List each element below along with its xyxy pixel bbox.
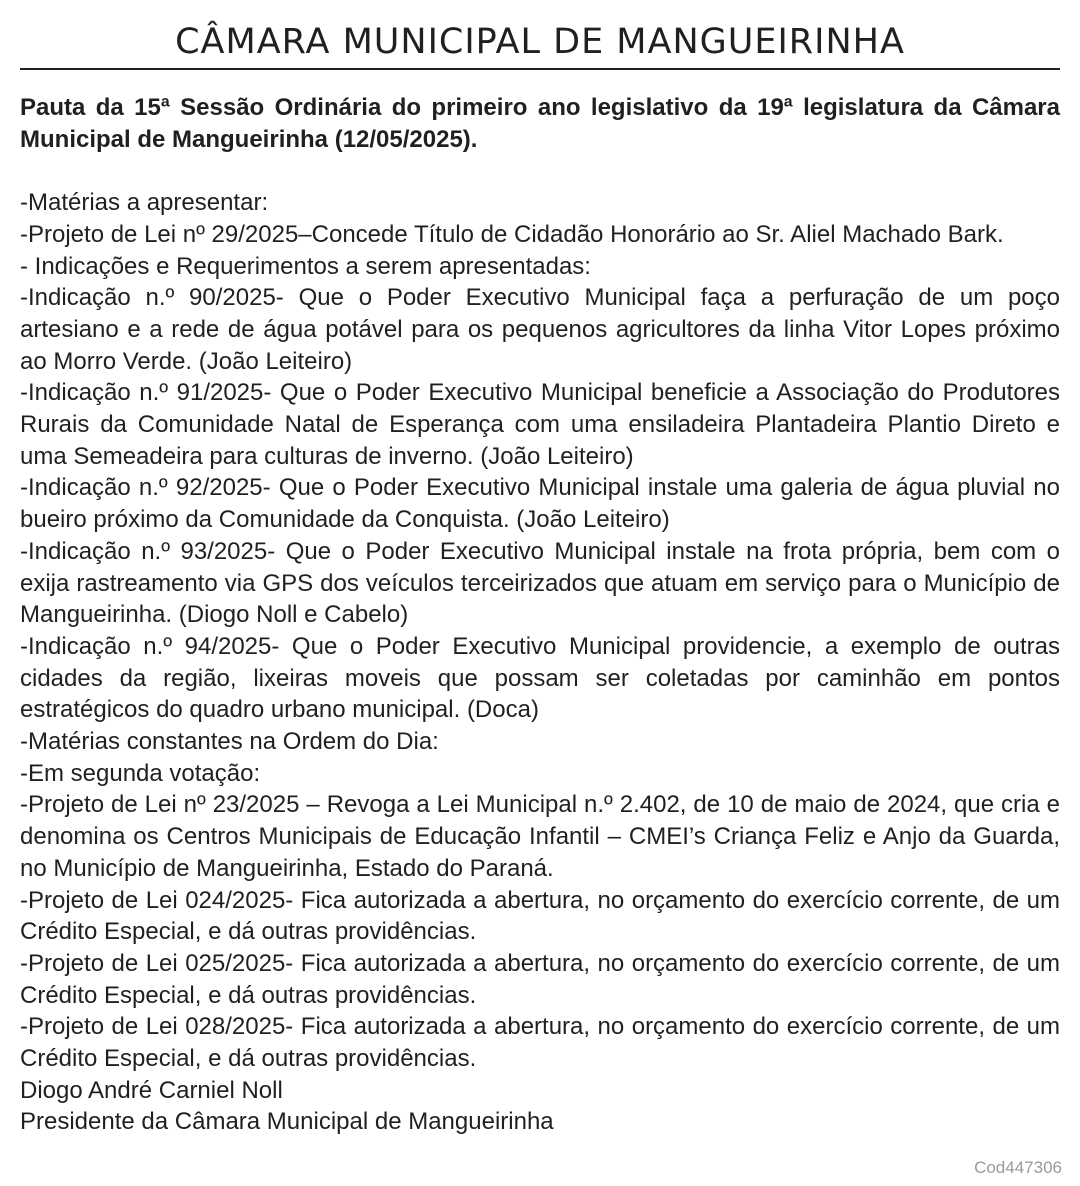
agenda-item: -Indicação n.º 90/2025- Que o Poder Executivo Municipal faça a perfuração de um poço artesiano e a rede de água potável para os pequenos agricultores da linha Vitor Lopes próximo ao Morro Verde. (João Leiteiro)	[20, 284, 1060, 375]
agenda-item: -Em segunda votação:	[20, 759, 261, 787]
agenda-item: -Indicação n.º 94/2025- Que o Poder Executivo Municipal providencie, a exemplo de outras cidades da região, lixeiras moveis que possam ser coletadas por caminhão em pontos estratégicos do quadro urbano municipal. (Doca)	[20, 632, 1060, 724]
agenda-item: -Projeto de Lei 028/2025- Fica autorizada a abertura, no orçamento do exercício corrente, de um Crédito Especial, e dá outras providências.	[20, 1013, 1060, 1073]
agenda-item: - Indicações e Requerimentos a serem apresentadas:	[20, 252, 591, 280]
document-headline: Pauta da 15ª Sessão Ordinária do primeiro ano legislativo da 19ª legislatura da Câmara Municipal de Mangueirinha (12/05/2025).	[20, 94, 1060, 153]
document-body	[20, 92, 1060, 1138]
agenda-item: -Matérias a apresentar:	[20, 189, 269, 217]
publication-code: Cod447306	[974, 1158, 1062, 1177]
masthead-rule	[20, 68, 1060, 70]
agenda-item: -Matérias constantes na Ordem do Dia:	[20, 728, 439, 756]
agenda-item: -Projeto de Lei 025/2025- Fica autorizada a abertura, no orçamento do exercício corrente, de um Crédito Especial, e dá outras providências.	[20, 949, 1060, 1009]
signature-name: Diogo André Carniel Noll	[20, 1076, 283, 1104]
agenda-item: -Projeto de Lei nº 23/2025 – Revoga a Lei Municipal n.º 2.402, de 10 de maio de 2024, que cria e denomina os Centros Municipais de Educação Infantil – CMEI’s Criança Feliz e Anjo da Guarda, no Município de Mangueirinha, Estado do Paraná.	[20, 791, 1060, 882]
signature-role: Presidente da Câmara Municipal de Mangueirinha	[20, 1108, 554, 1136]
agenda-item: -Indicação n.º 93/2025- Que o Poder Executivo Municipal instale na frota própria, bem com o exija rastreamento via GPS dos veículos terceirizados que atuam em serviço para o Município de Mangueirinha. (Diogo Noll e Cabelo)	[20, 537, 1060, 629]
agenda-item: -Projeto de Lei nº 29/2025–Concede Título de Cidadão Honorário ao Sr. Aliel Machado Bark.	[20, 220, 1004, 248]
agenda-item: -Indicação n.º 91/2025- Que o Poder Executivo Municipal beneficie a Associação do Produtores Rurais da Comunidade Natal de Esperança com uma ensiladeira Plantadeira Plantio Direto e uma Semeadeira para culturas de inverno. (João Leiteiro)	[20, 379, 1060, 470]
agenda-item: -Projeto de Lei 024/2025- Fica autorizada a abertura, no orçamento do exercício corrente, de um Crédito Especial, e dá outras providências.	[20, 886, 1060, 946]
masthead-title: CÂMARA MUNICIPAL DE MANGUEIRINHA	[175, 22, 905, 62]
agenda-item: -Indicação n.º 92/2025- Que o Poder Executivo Municipal instale uma galeria de água pluvial no bueiro próximo da Comunidade da Conquista. (João Leiteiro)	[20, 474, 1060, 534]
